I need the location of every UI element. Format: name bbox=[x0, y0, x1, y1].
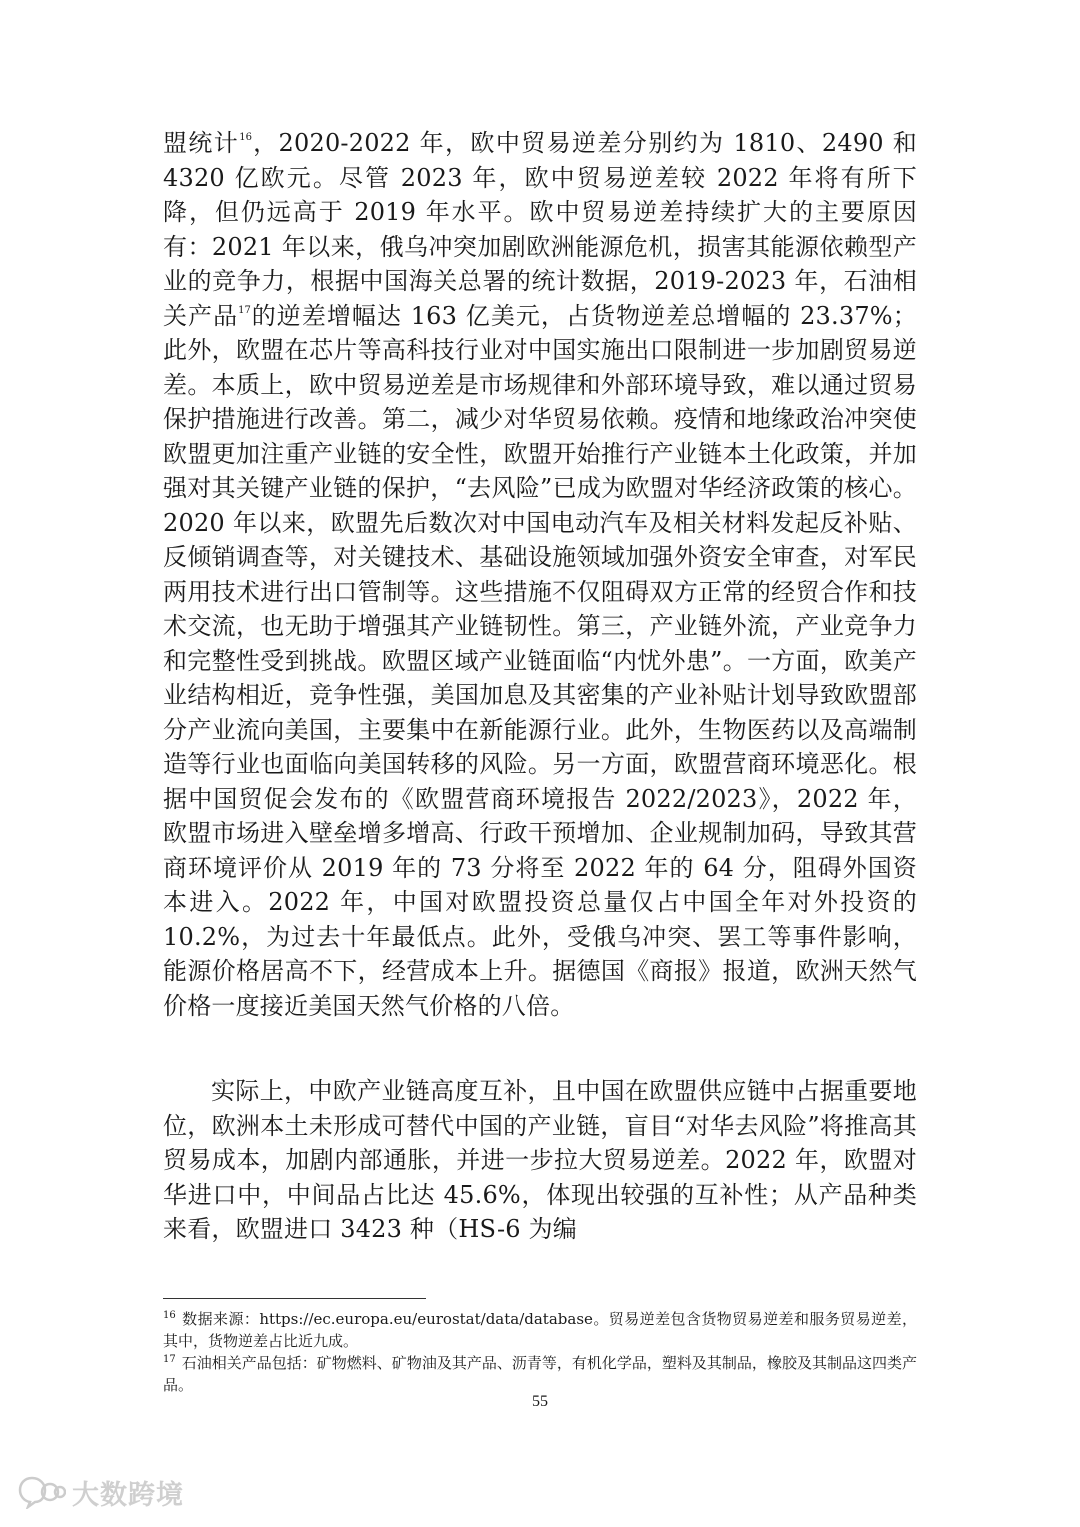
body-paragraph-1 bbox=[163, 126, 917, 1023]
paragraph-1-text-part-3: 的逆差增幅达 163 亿美元，占货物逆差总增幅的 23.37%；此外，欧盟在芯片等高科技行业对中国实施出口限制进一步加剧贸易逆差。本质上，欧中贸易逆差是市场规律和外部环境导致，难以通过贸易保护措施进行改善。第二，减少对华贸易依赖。疫情和地缘政治冲突使欧盟更加注重产业链的安全性，欧盟开始推行产业链本土化政策，并加强对其关键产业链的保护，“去风险”已成为欧盟对华经济政策的核心。2020 年以来，欧盟先后数次对中国电动汽车及相关材料发起反补贴、反倾销调查等，对关键技术、基础设施领域加强外资安全审查，对军民两用技术进行出口管制等。这些措施不仅阻碍双方正常的经贸合作和技术交流，也无助于增强其产业链韧性。第三，产业链外流，产业竞争力和完整性受到挑战。欧盟区域产业链面临“内忧外患”。一方面，欧美产业结构相近，竞争性强，美国加息及其密集的产业补贴计划导致欧盟部分产业流向美国，主要集中在新能源行业。此外，生物医药以及高端制造等行业也面临向美国转移的风险。另一方面，欧盟营商环境恶化。根据中国贸促会发布的《欧盟营商环境报告 2022/2023》，2022 年，欧盟市场进入壁垒增多增高、行政干预增加、企业规制加码，导致其营商环境评价从 2019 年的 73 分将至 2022 年的 64 分，阻碍外国资本进入。2022 年，中国对欧盟投资总量仅占中国全年对外投资的 10.2%，为过去十年最低点。此外，受俄乌冲突、罢工等事件影响，能源价格居高不下，经营成本上升。据德国《商报》报道，欧洲天然气价格一度接近美国天然气价格的八倍。 bbox=[163, 301, 917, 1020]
watermark bbox=[18, 1472, 184, 1512]
watermark-text: 大数跨境 bbox=[72, 1479, 184, 1511]
paragraph-1-text-part-2: ，2020-2022 年，欧中贸易逆差分别约为 1810、2490 和 4320 亿欧元。尽管 2023 年，欧中贸易逆差较 2022 年将有所下降，但仍远高于 2019 年水平。欧中贸易逆差持续扩大的主要原因有：2021 年以来，俄乌冲突加剧欧洲能源危机，损害其能源依赖型产业的竞争力，根据中国海关总署的统计数据，2019-2023 年，石油相关产品 bbox=[163, 129, 917, 330]
footnote-17 bbox=[163, 1352, 917, 1396]
footnote-text: 石油相关产品包括：矿物燃料、矿物油及其产品、沥青等，有机化学品，塑料及其制品，橡胶及其制品这四类产品。 bbox=[163, 1354, 917, 1394]
footnote-ref-16[interactable]: 16 bbox=[239, 132, 252, 143]
speech-bubble-logo-icon bbox=[18, 1475, 66, 1509]
page-number: 55 bbox=[532, 1393, 548, 1410]
footnote-number: 16 bbox=[163, 1310, 176, 1321]
footnote-16 bbox=[163, 1308, 917, 1352]
body-paragraph-2: 实际上，中欧产业链高度互补，且中国在欧盟供应链中占据重要地位，欧洲本土未形成可替代中国的产业链，盲目“对华去风险”将推高其贸易成本，加剧内部通胀，并进一步拉大贸易逆差。2022 年，欧盟对华进口中，中间品占比达 45.6%，体现出较强的互补性；从产品种类来看，欧盟进口 3423 种（HS-6 为编 bbox=[163, 1077, 917, 1243]
footnote-number: 17 bbox=[163, 1354, 176, 1365]
footnote-separator bbox=[163, 1298, 426, 1299]
footnote-ref-17[interactable]: 17 bbox=[238, 304, 251, 316]
footnote-text: 数据来源：https://ec.europa.eu/eurostat/data/database。贸易逆差包含货物贸易逆差和服务贸易逆差，其中，货物逆差占比近九成。 bbox=[163, 1310, 917, 1350]
paragraph-1-text-part-1: 盟统计 bbox=[163, 129, 240, 157]
